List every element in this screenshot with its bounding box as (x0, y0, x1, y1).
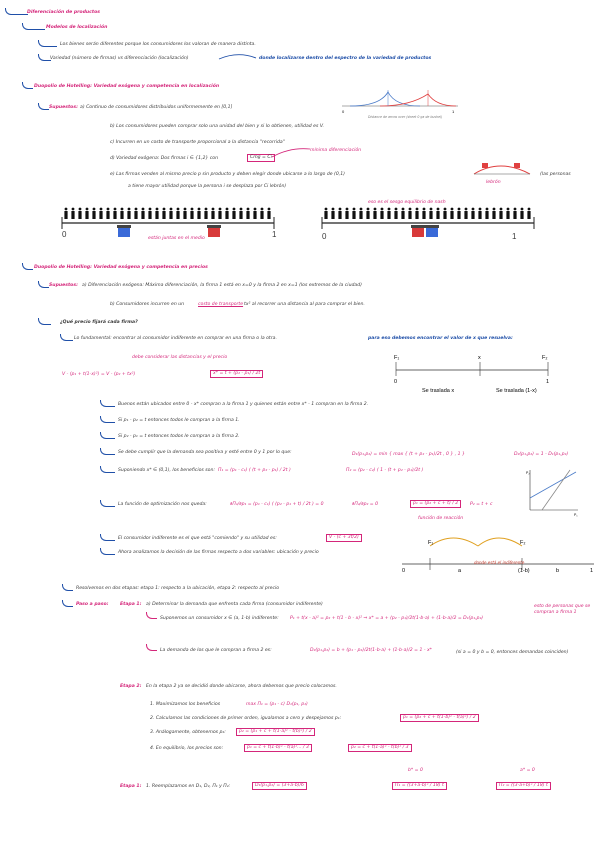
e2-3: 3. Análogamente, obtenemos p₂: (150, 730, 226, 735)
person-icon (380, 208, 383, 219)
lebron-diagram (470, 160, 540, 182)
axis2-f2: F₂ (520, 540, 526, 546)
brace (38, 318, 51, 325)
box-cmg: Cmg = Ci (247, 154, 275, 162)
person-icon (464, 208, 467, 219)
note-personas: (las personas (540, 172, 571, 177)
person-icon (64, 208, 67, 219)
person-icon (85, 208, 88, 219)
person-icon (359, 208, 362, 219)
line1-tick-0: 0 (62, 230, 67, 239)
brace (60, 334, 73, 341)
diag-trasl-x: Se traslada x (422, 388, 455, 394)
b5-p1: Π₁ = (p₁ - c₁) ( (t + p₂ - p₁) / 2t ) (218, 468, 291, 473)
label-debe: debe considerar las distancias y el precio (132, 355, 228, 360)
person-icon (520, 208, 523, 219)
person-icon (471, 208, 474, 219)
diag-x: x (478, 355, 481, 361)
people-line-right (318, 205, 538, 255)
f-eq1: ∂Π₁/∂p₁ = (p₁ - c₁) ( (p₂ - p₁ + t) / 2t ) = 0 (230, 502, 324, 507)
eq1: V - (p₁ + t(1-x)²) = V - (p₂ + tx²) (62, 372, 136, 377)
brace (22, 82, 33, 89)
person-icon (113, 208, 116, 219)
ci1: El consumidor indiferente es el que está "comiendo" y su utilidad es: (118, 536, 277, 541)
e1b-b2: Π₁ = ((3+a-b)² / 18) t (392, 782, 447, 790)
person-icon (506, 208, 509, 219)
reaction-graph (520, 468, 580, 516)
store-icon (117, 225, 131, 237)
heading-duopolio-precios: Duopolio de Hotelling: Variedad exógena y competencia en precios (34, 265, 208, 270)
eq1-box: x* = t + (p₂ - p₁) / 2t (210, 370, 263, 378)
sup2-a: a) Diferenciación exógena: Máxima diferenciación, la firma 1 está en x=0 y la firma 2 en x=1 (los extremos de la ciudad) (82, 283, 362, 288)
person-icon (92, 208, 95, 219)
sup-c: c) Incurren en un costo de transporte proporcional a la distancia "recorrida" (110, 140, 285, 145)
text-resolvemos: Resolvemos en dos etapas: etapa 1: respecto a la ubicación, etapa 2: respecto al precio (76, 586, 280, 591)
heading-modelos: Modelos de localización (46, 25, 108, 30)
brace (22, 23, 45, 30)
b2: Si p₁ - p₂ = t entonces todos le compran a la firma 1. (118, 418, 240, 423)
person-icon (141, 208, 144, 219)
person-icon (387, 208, 390, 219)
person-icon (253, 208, 256, 219)
heading-duopolio-loc: Duopolio de Hotelling: Variedad exógena y competencia en localización (34, 84, 220, 89)
label-etapa1b: Etapa 1: (120, 784, 142, 789)
f-eq2: ∂Π₂/∂p₂ = 0 (352, 502, 379, 507)
e1-dem-note: (si a = 0 y b = 0, entonces demandas coinciden) (456, 650, 569, 655)
f-opt: La función de optimización nos queda: (118, 502, 207, 507)
person-icon (162, 208, 165, 219)
axis2-1: 1 (590, 568, 594, 574)
f-res2: P₂ = t + c (470, 502, 493, 507)
person-icon (246, 208, 249, 219)
person-icon (422, 208, 425, 219)
e2-2-box: p₁ = (p₂ + c + t(1-b)² - t(a)²) / 2 (400, 714, 479, 722)
axis2-note: donde está el indiferente (474, 560, 525, 565)
g-p2: P₂ (526, 471, 530, 475)
person-icon (443, 208, 446, 219)
person-icon (457, 208, 460, 219)
person-icon (415, 208, 418, 219)
sup-e2: a tiene mayor utilidad porque la persona i se desplaza por Ci lebrón) (128, 184, 287, 189)
person-icon (106, 208, 109, 219)
diag-f2: F₂ (542, 355, 548, 361)
axis2-f1: F₁ (428, 540, 434, 546)
text-bienes: Los bienes serán diferentes porque los consumidores los valoran de manera distinta. (60, 42, 256, 47)
text-fund-note: para eso debemos encontrar el valor de x que resuelva: (368, 336, 513, 341)
store-icon (411, 225, 425, 237)
e1b: 1. Reemplazamos en D₁, D₂, Π₁ y Π₂: (146, 784, 231, 789)
b5-p2: Π₂ = (p₂ - c₂) ( 1 - (t + p₂ - p₁)/2t ) (346, 468, 424, 473)
label-lebron: lebrón (486, 180, 501, 185)
label-paso: Paso a paso: (76, 602, 109, 607)
f-note: función de reacción (418, 516, 464, 521)
sup2-b-link: costo de transporte (198, 302, 244, 307)
b1: Buenos están ubicados entre 0 - x* compran a la firma 1 y quienes están entre x* - 1 compran en la firma 2. (118, 402, 369, 407)
ci1-eq: V - (c + 3t/2) (326, 534, 362, 542)
people-line-left (58, 205, 278, 255)
person-icon (127, 208, 130, 219)
e2-4-b2: p₂ = c + t(1-a)² - t(b)² / 3 (348, 744, 412, 752)
f-res: p₁ = (p₂ + c + t) / 2 (410, 500, 461, 508)
label-supuestos: Supuestos: (49, 105, 78, 110)
brace (5, 8, 28, 15)
person-icon (232, 208, 235, 219)
label-etapa1: Etapa 1: (120, 602, 142, 607)
e1b-note2: a* = 0 (520, 768, 535, 773)
person-icon (183, 208, 186, 219)
e2-1: 1. Maximizamos los beneficios (150, 702, 221, 707)
text-fund: Lo fundamental: encontrar al consumidor indiferente en comprar en una firma o la otra. (74, 336, 277, 341)
person-icon (78, 208, 81, 219)
label-etapa2: Etapa 2: (120, 684, 142, 689)
person-icon (204, 208, 207, 219)
e1b-b1: D₁(p₁,p₂) = (3+a-b)/6 (252, 782, 307, 790)
diag-1: 1 (546, 379, 550, 385)
person-icon (331, 208, 334, 219)
person-icon (352, 208, 355, 219)
brace (38, 103, 49, 110)
person-icon (513, 208, 516, 219)
text-variedad: Variedad (número de firmas) vs diferenciación (localización) (50, 56, 189, 61)
dist-caption: Distance de arrow over (sheet 0 ga de bushel) (368, 115, 443, 119)
line2-note: eso es el sesgo equilibrio de nash (368, 200, 446, 205)
person-icon (436, 208, 439, 219)
person-icon (218, 208, 221, 219)
sup-a: a) Continuo de consumidores distribuidos uniformemente en [0,1] (80, 105, 233, 110)
person-icon (120, 208, 123, 219)
e1-note: esto de personas que se compran a firma 1 (534, 604, 591, 615)
b4-d1: D₁(p₁,p₂) = min { max { (t + p₂ - p₁)/2t , 0 } , 1 } (352, 452, 465, 457)
brace (100, 534, 115, 541)
person-icon (478, 208, 481, 219)
person-icon (169, 208, 172, 219)
note-minima: mínima diferenciación (310, 148, 362, 153)
brace (100, 400, 115, 407)
brace (38, 40, 57, 47)
brace (100, 548, 115, 555)
e2-3-box: p₂ = (p₁ + c + t(1-a)² - t(b)²) / 2 (236, 728, 315, 736)
person-icon (155, 208, 158, 219)
person-icon (190, 208, 193, 219)
indifferent-diagram (392, 352, 552, 392)
diag-trasl-1x: Se traslada (1-x) (496, 388, 537, 394)
e1b-note1: b* = 0 (408, 768, 423, 773)
person-icon (408, 208, 411, 219)
brace (62, 600, 73, 607)
g-p1: P₁ (574, 513, 578, 517)
brace (146, 612, 157, 619)
brace (22, 263, 33, 270)
person-icon (324, 208, 327, 219)
person-icon (492, 208, 495, 219)
person-icon (527, 208, 530, 219)
e2-intro: En la etapa 2 ya se decidió donde ubicarse, ahora debemos que precio colocamos. (146, 684, 337, 689)
ci2: Ahora analizamos la decisión de las firmas respecto a dos variables: ubicación y precio (118, 550, 319, 555)
person-icon (260, 208, 263, 219)
person-icon (134, 208, 137, 219)
brace (100, 448, 115, 455)
brace (100, 432, 115, 439)
e1-dem-eq: D₂(p₁,p₂) = b + (p₁ - p₂)/2t(1-b-a) + (1-b-a)/2 = 1 - x* (310, 648, 432, 653)
person-icon (345, 208, 348, 219)
sup-e: e) Las firmas venden al mismo precio p sin producto y deben elegir donde ubicarse a lo largo de (0,1) (110, 172, 345, 177)
person-icon (394, 208, 397, 219)
b3: Si p₂ - p₁ = t entonces todos le compran a la firma 2. (118, 434, 240, 439)
line2-tick-1: 1 (512, 232, 517, 241)
diag-0: 0 (394, 379, 398, 385)
person-icon (267, 208, 270, 219)
e2-4: 4. En equilibrio, los precios son: (150, 746, 224, 751)
sup-d: d) Variedad exógena: Dos firmas i ∈ {1,2} con (110, 156, 219, 161)
e2-1-eq: max Π₁ = (p₁ - c) D₁(p₁, p₂) (246, 702, 308, 707)
brace (38, 281, 49, 288)
e1-a: a) Determinar la demanda que enfrenta cada firma (consumidor indiferente) (146, 602, 323, 607)
person-icon (197, 208, 200, 219)
line1-tick-1: 1 (272, 230, 277, 239)
b5-a: Suponiendo x* ∈ (0,1), los beneficios son: (118, 468, 215, 473)
store-icon (425, 225, 439, 237)
sup-b: b) Los consumidores pueden comprar solo una unidad del bien y si lo obtienen, utilidad es V. (110, 124, 324, 129)
person-icon (450, 208, 453, 219)
tick-0: 0 (342, 109, 345, 114)
q-precio: ¿Qué precio fijará cada firma? (60, 320, 138, 325)
diag-f1: F₁ (394, 355, 400, 361)
distribution-chart (340, 86, 460, 116)
person-icon (401, 208, 404, 219)
person-icon (211, 208, 214, 219)
axis2-b: b (556, 568, 560, 574)
person-icon (176, 208, 179, 219)
brace (62, 584, 73, 591)
person-icon (485, 208, 488, 219)
tick-1: 1 (452, 109, 455, 114)
e1b-b3: Π₂ = ((3-a+b)² / 18) t (496, 782, 551, 790)
e1-sup: Suponemos un consumidor x ∈ (a, 1-b) indiferente: (160, 616, 279, 621)
brace (100, 500, 115, 507)
person-icon (71, 208, 74, 219)
person-icon (366, 208, 369, 219)
person-icon (148, 208, 151, 219)
axis2-1b: (1-b) (518, 568, 530, 574)
brace (146, 644, 157, 651)
person-icon (499, 208, 502, 219)
line2-tick-0: 0 (322, 232, 327, 241)
text-variedad-note: donde localizarse dentro del espectro de la variedad de productos (259, 56, 432, 61)
b4-d2: D₂(p₁,p₂) = 1 - D₁(p₁,p₂) (514, 452, 569, 457)
person-icon (338, 208, 341, 219)
b4: Se debe cumplir que la demanda sea positiva y esté entre 0 y 1 por lo que: (118, 450, 292, 455)
label-supuestos-2: Supuestos: (49, 283, 78, 288)
sup2-b-a: b) Consumidores incurren en un (110, 302, 185, 307)
axis2-a: a (458, 568, 462, 574)
person-icon (99, 208, 102, 219)
person-icon (239, 208, 242, 219)
e1-eq: P₁ + t(x - a)² = p₂ + t(1 - b - x)² ⇒ x* = a + (p₂ - p₁)/2t(1-b-a) + (1-b-a)/2 = D₁(p₁,p₂) (290, 616, 484, 621)
brace (100, 466, 115, 473)
person-icon (225, 208, 228, 219)
e1-dem: La demanda de los que le compran a firma 2 es: (160, 648, 272, 653)
line1-note: están juntas en el medio (148, 236, 205, 241)
axis2-0: 0 (402, 568, 406, 574)
e2-2: 2. Calculamos las condiciones de primer orden, igualamos a cero y despejamos p₁: (150, 716, 342, 721)
e2-4-b1: p₁ = c + t(1-b)² - t(a)²... / 3 (244, 744, 312, 752)
person-icon (429, 208, 432, 219)
sup2-b-c: tx² al recorrer una distancia al para comprar el bien. (244, 302, 365, 307)
page-title: Diferenciación de productos (27, 10, 100, 15)
brace (100, 416, 115, 423)
person-icon (373, 208, 376, 219)
arrow-icon (218, 53, 258, 61)
store-icon (207, 225, 221, 237)
